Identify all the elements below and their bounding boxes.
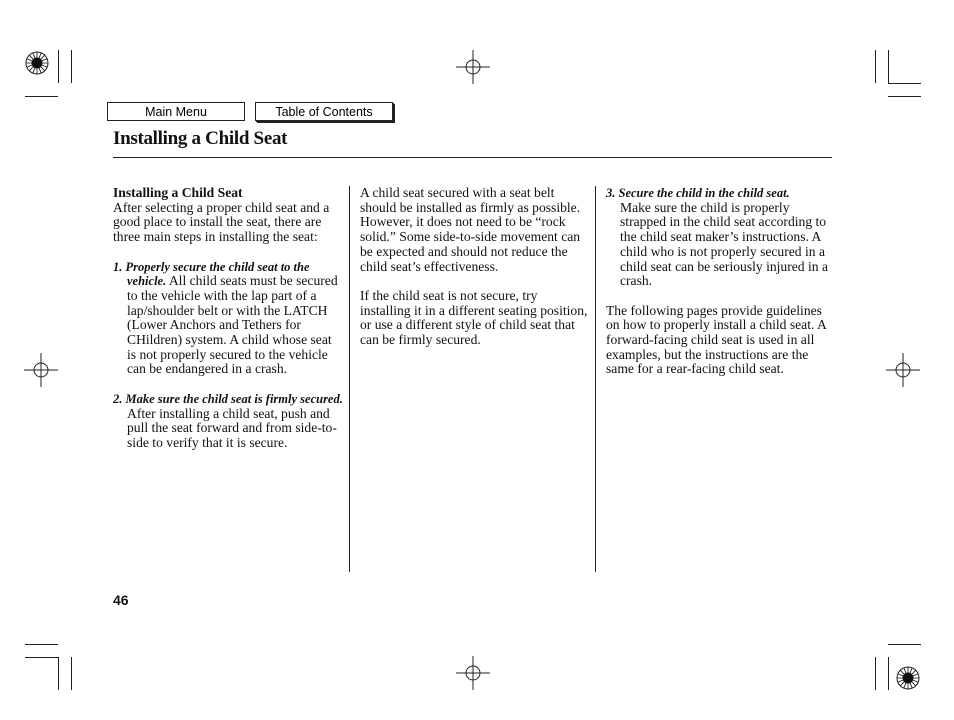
intro-text: After selecting a proper child seat and a good place to install the seat, there are three main steps in installing the seat: — [113, 199, 330, 245]
table-of-contents-button[interactable]: Table of Contents — [255, 102, 393, 121]
crop-mark — [888, 50, 889, 83]
crop-mark — [888, 644, 921, 645]
crop-mark — [875, 657, 876, 690]
column-3 — [606, 186, 836, 392]
step-3-lead: 3. Secure the child in the child seat. — [606, 186, 790, 200]
crop-mark — [71, 50, 72, 83]
crop-mark — [888, 657, 889, 690]
section-subheading: Installing a Child Seat — [113, 185, 243, 200]
crop-mark — [25, 644, 58, 645]
crop-mark — [875, 50, 876, 83]
registration-sunburst-icon — [24, 50, 50, 76]
crop-mark — [25, 657, 58, 658]
page-title: Installing a Child Seat — [113, 128, 288, 149]
column-2 — [360, 186, 590, 362]
title-rule — [113, 157, 832, 158]
step-2-lead: 2. Make sure the child seat is firmly secured. — [113, 391, 343, 406]
crop-mark — [58, 50, 59, 83]
step-2 — [113, 391, 343, 451]
registration-crosshair-icon — [456, 656, 490, 690]
step-1-lead: 1. Properly secure the child seat to the vehicle. — [113, 259, 310, 289]
step-1-body: All child seats must be secured to the vehicle with the lap part of a lap/shoulder belt or with the LATCH (Lower Anchors and Tethers for CHildren) system. A child whose seat is not properly secured to the vehicle can be endangered in a crash. — [127, 273, 338, 377]
step-1 — [113, 259, 343, 378]
registration-crosshair-icon — [456, 50, 490, 84]
step-3-body: Make sure the child is properly strapped in the child seat according to the child seat maker’s instructions. A child who is not properly secured in a child seat can be seriously injured in a crash. — [620, 199, 828, 289]
seat-belt-paragraph: A child seat secured with a seat belt should be installed as firmly as possible. However, it does not need to be “rock solid.” Some side-to-side movement can be expected and should not reduce the child seat’s effectiveness. — [360, 185, 581, 274]
main-menu-button[interactable]: Main Menu — [107, 102, 245, 121]
crop-mark — [71, 657, 72, 690]
step-3 — [606, 186, 836, 201]
registration-crosshair-icon — [24, 353, 58, 387]
crop-mark — [25, 96, 58, 97]
registration-crosshair-icon — [886, 353, 920, 387]
not-secure-paragraph: If the child seat is not secure, try installing it in a different seating position, or use a different style of child seat that can be firmly secured. — [360, 287, 588, 348]
registration-sunburst-icon — [895, 665, 921, 691]
crop-mark — [58, 657, 59, 690]
intro-paragraph — [113, 186, 343, 245]
column-divider — [349, 186, 350, 572]
crop-mark — [888, 83, 921, 84]
following-pages-paragraph: The following pages provide guidelines on how to properly install a child seat. A forward-facing child seat is used in all examples, but the instructions are the same for a rear-facing child seat. — [606, 302, 827, 377]
crop-mark — [888, 96, 921, 97]
column-1 — [113, 186, 343, 465]
page-number: 46 — [113, 592, 129, 608]
step-2-body: After installing a child seat, push and pull the seat forward and from side-to-side to verify that it is secure. — [127, 405, 337, 450]
column-divider — [595, 186, 596, 572]
